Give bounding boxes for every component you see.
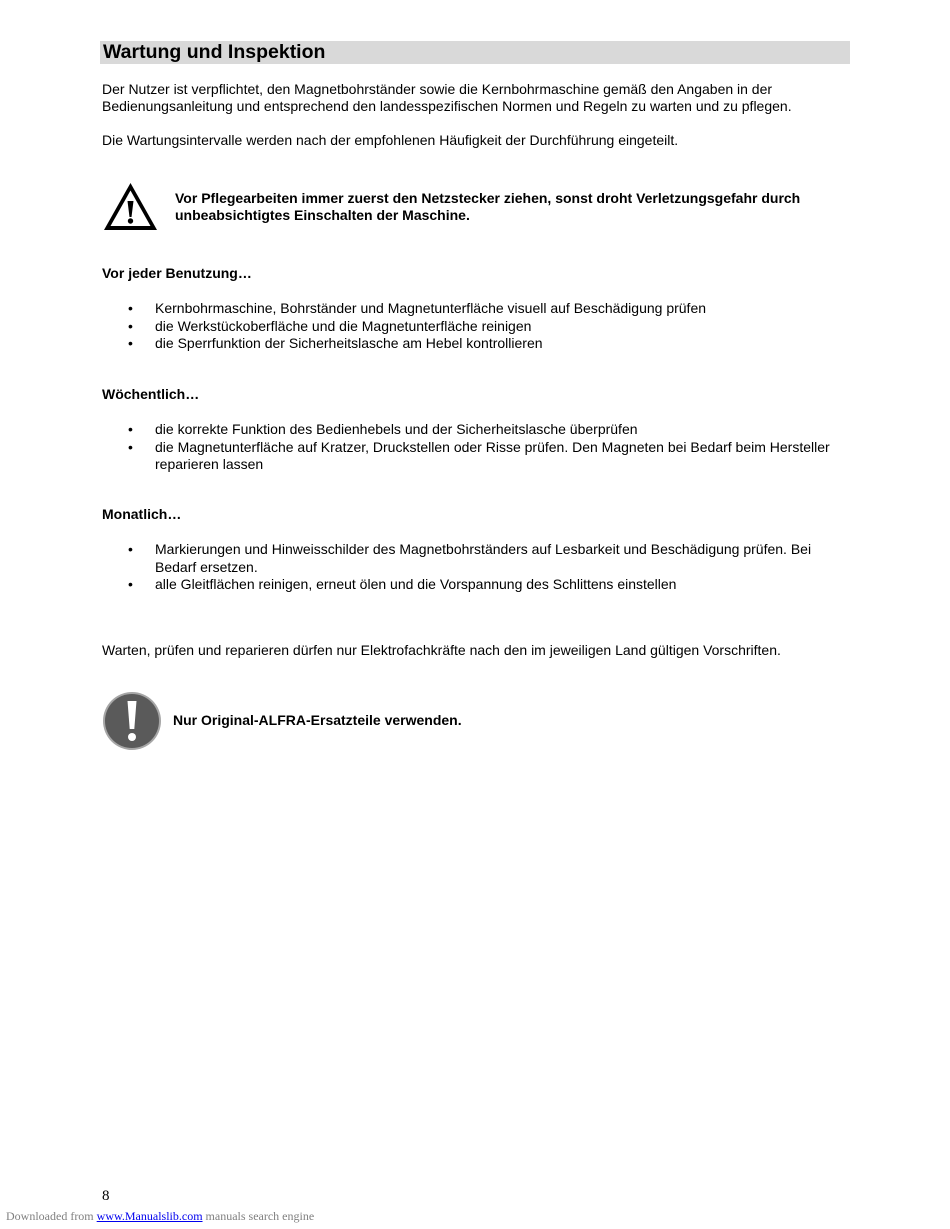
intro-paragraph-2: Die Wartungsintervalle werden nach der empfohlenen Häufigkeit der Durchführung eingeteilt. [102, 132, 679, 148]
list-item: • die Sperrfunktion der Sicherheitslasche am Hebel kontrollieren [102, 335, 847, 353]
list-item: • die Magnetunterfläche auf Kratzer, Druckstellen oder Risse prüfen. Den Magneten bei Bedarf beim Hersteller reparieren lassen [102, 439, 847, 474]
footer-suffix: manuals search engine [205, 1209, 315, 1223]
section-title-monthly: Monatlich… [102, 506, 182, 522]
exclamation-circle-icon [102, 691, 162, 751]
list-item: • alle Gleitflächen reinigen, erneut ölen und die Vorspannung des Schlittens einstellen [102, 576, 847, 594]
monthly-list [102, 541, 847, 594]
before-use-list [102, 300, 847, 353]
notice-text: Nur Original-ALFRA-Ersatzteile verwenden. [173, 712, 462, 728]
intro-paragraph-1: Der Nutzer ist verpflichtet, den Magnetbohrständer sowie die Kernbohrmaschine gemäß den Angaben in der Bedienungsanleitung und entsprechend den landesspezifischen Normen und Regeln zu warten und zu pflegen. [102, 81, 792, 114]
footer-prefix: Downloaded from [6, 1209, 94, 1223]
manualslib-link[interactable]: www.Manualslib.com [96, 1209, 203, 1223]
closing-paragraph: Warten, prüfen und reparieren dürfen nur Elektrofachkräfte nach den im jeweiligen Land gültigen Vorschriften. [102, 642, 781, 658]
warning-text: Vor Pflegearbeiten immer zuerst den Netzstecker ziehen, sonst droht Verletzungsgefahr durch unbeabsichtigtes Einschalten der Maschine. [175, 190, 801, 223]
section-title-before-use: Vor jeder Benutzung… [102, 265, 252, 281]
download-footer [6, 1209, 314, 1223]
warning-triangle-icon [102, 181, 159, 232]
weekly-list [102, 421, 847, 474]
page-title: Wartung und Inspektion [100, 41, 850, 64]
list-item: • die Werkstückoberfläche und die Magnetunterfläche reinigen [102, 318, 847, 336]
list-item: • Kernbohrmaschine, Bohrständer und Magnetunterfläche visuell auf Beschädigung prüfen [102, 300, 847, 318]
page-number: 8 [102, 1188, 110, 1204]
section-title-weekly: Wöchentlich… [102, 386, 200, 402]
list-item: • die korrekte Funktion des Bedienhebels und der Sicherheitslasche überprüfen [102, 421, 847, 439]
list-item: • Markierungen und Hinweisschilder des Magnetbohrständers auf Lesbarkeit und Beschädigung prüfen. Bei Bedarf ersetzen. [102, 541, 847, 576]
